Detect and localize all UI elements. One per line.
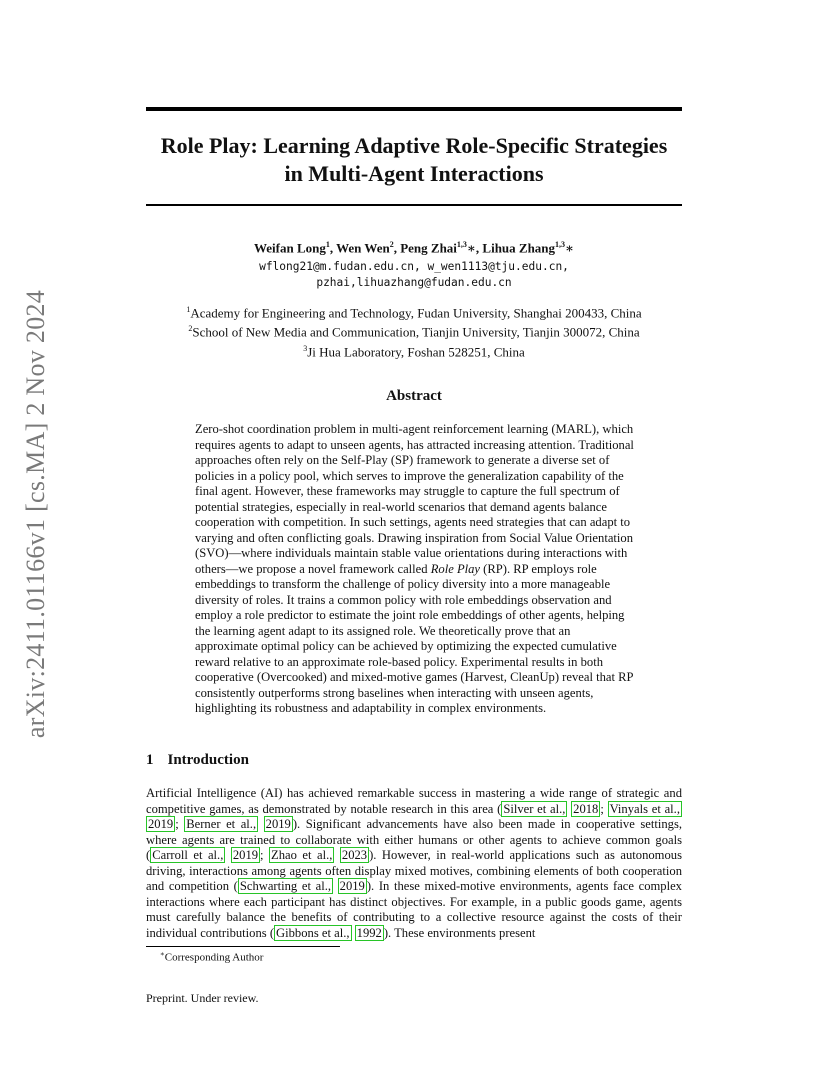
affiliation-number: 3 [303, 343, 308, 353]
affiliation-number: 2 [188, 324, 193, 334]
author-list [146, 240, 682, 256]
paper-title [146, 132, 682, 188]
intro-text: Artificial Intelligence (AI) has achieved remarkable success in mastering a wide range of strategic and competitive games, as demonstrated by notable research in this area ( [146, 786, 682, 816]
footnote [160, 950, 263, 964]
abstract-heading: Abstract [386, 388, 442, 404]
citation-link[interactable]: 2019 [148, 817, 174, 831]
citation-link[interactable]: 2019 [265, 817, 291, 831]
author-emails [146, 259, 682, 291]
affiliation-text: School of New Media and Communication, Tianjin University, Tianjin 300072, China [192, 324, 640, 340]
affiliation-line [146, 302, 682, 321]
citation-link[interactable]: Silver et al., [503, 801, 566, 816]
intro-paragraph [146, 786, 682, 941]
arxiv-identifier [14, 278, 58, 750]
title-line-2: in Multi-Agent Interactions [284, 161, 544, 186]
footnote-rule [146, 946, 340, 947]
intro-text: ). In these mixed-motive environments, agents face complex interactions where each participant has distinct objectives. For example, in a public goods game, agents must carefully balance the benefits of contributing to a collective resource against the costs of their individual contributions ( [146, 879, 682, 940]
author-name: Lihua Zhang [482, 240, 556, 256]
email-line-1: wflong21@m.fudan.edu.cn, w_wen1113@tju.edu.cn, [259, 260, 569, 273]
title-bottom-rule [146, 204, 682, 206]
abstract-paragraph [195, 422, 635, 717]
abstract-text: (RP). RP employs role embeddings to transform the challenge of policy diversity into a more manageable diversity of roles. It trains a common policy with role embeddings observation and employ a role predictor to estimate the joint role embeddings of other agents, helping the learning agent adapt to its assigned role. We theoretically prove that an approximate optimal policy can be achieved by optimizing the expected cumulative reward relative to an approximate role-based policy. Experimental results in both cooperative (Overcooked) and mixed-motive games (Harvest, CleanUp) reveal that RP consistently outperforms strong baselines when interacting with unseen agents, highlighting its robustness and adaptability in complex environments. [195, 561, 634, 715]
title-top-rule [146, 107, 682, 111]
intro-text: ). However, in real-world applications such as autonomous driving, interactions among agents often display mixed motives, combining elements of both cooperation and competition ( [146, 848, 682, 893]
author-separator: , [393, 240, 401, 256]
footnote-mark: ∗ [160, 950, 165, 958]
abstract-text: Zero-shot coordination problem in multi-agent reinforcement learning (MARL), which requires agents to adapt to unseen agents, has attracted increasing attention. Traditional approaches often rely on the Self-Play (SP) framework to generate a diverse set of policies in a policy pool, which serves to improve the generalization capability of the final agent. However, these frameworks may struggle to capture the full spectrum of potential strategies, especially in real-world scenarios that demand agents balance cooperation with competition. In such settings, agents need strategies that can adapt to varying and often conflicting goals. Drawing inspiration from Social Value Orientation (SVO)—where individuals maintain stable value orientations during interactions with others—we propose a novel framework called [195, 422, 634, 576]
section-heading [146, 752, 249, 769]
citation-link[interactable]: 2019 [232, 848, 259, 862]
intro-text: ). These environments present [383, 925, 536, 940]
author-affiliation-mark: 2 [389, 240, 394, 249]
citation-link[interactable]: Zhao et al., [271, 848, 333, 862]
author-name: Wen Wen [336, 240, 390, 256]
author-affiliation-mark: 1 [325, 240, 330, 249]
citation-link[interactable]: 2019 [339, 879, 365, 893]
author-affiliation-mark: 1,3 [555, 240, 566, 249]
intro-text: ; [175, 817, 185, 831]
affiliation-line [146, 341, 682, 360]
affiliation-number: 1 [186, 305, 191, 314]
citation-link[interactable]: 2023 [341, 848, 368, 862]
citation-link[interactable]: Gibbons et al., [276, 925, 350, 940]
affiliation-text: Academy for Engineering and Technology, Fudan University, Shanghai 200433, China [190, 305, 642, 321]
citation-link[interactable]: 2018 [573, 801, 599, 816]
email-line-2: pzhai,lihuazhang@fudan.edu.cn [316, 276, 512, 289]
footnote-text: Corresponding Author [164, 951, 264, 964]
introduction-body [146, 786, 682, 941]
author-separator: ∗ [565, 240, 575, 256]
affiliations [146, 302, 682, 360]
citation-link[interactable]: Carroll et al., [152, 848, 224, 862]
citation-link[interactable]: Vinyals et al., [609, 801, 680, 816]
intro-text: ; [600, 801, 608, 816]
author-separator: ∗, [466, 240, 483, 256]
framework-name: Role Play [430, 561, 481, 576]
intro-text: ). Significant advancements have also been made in cooperative settings, where agents are trained to collaborate with either humans or other agents to achieve common goals ( [146, 817, 682, 862]
preprint-note: Preprint. Under review. [146, 991, 259, 1005]
author-name: Peng Zhai [400, 240, 457, 256]
author-separator: , [329, 240, 337, 256]
title-line-1: Role Play: Learning Adaptive Role-Specific Strategies [160, 133, 668, 158]
citation-link[interactable]: Berner et al., [186, 817, 257, 831]
author-affiliation-mark: 1,3 [456, 240, 467, 249]
arxiv-id-text: arXiv:2411.01166v1 [cs.MA] 2 Nov 2024 [21, 289, 50, 739]
section-title: Introduction [167, 752, 249, 768]
affiliation-line [146, 321, 682, 340]
section-number: 1 [146, 752, 154, 768]
affiliation-text: Ji Hua Laboratory, Foshan 528251, China [307, 343, 525, 359]
author-name: Weifan Long [253, 240, 326, 256]
citation-link[interactable]: Schwarting et al., [239, 879, 331, 893]
abstract-body [195, 422, 635, 717]
intro-text: ; [260, 848, 270, 862]
citation-link[interactable]: 1992 [356, 925, 382, 940]
